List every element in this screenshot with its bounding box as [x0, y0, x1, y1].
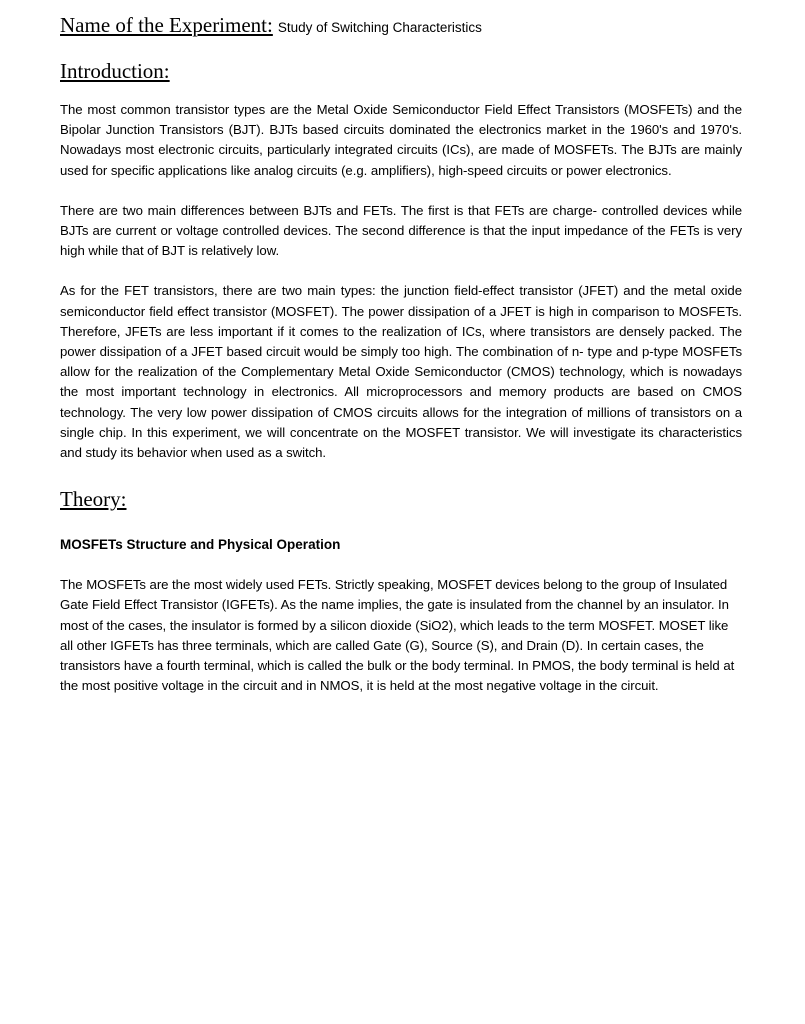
- introduction-paragraph-3: As for the FET transistors, there are two main types: the junction field-effect transistor (JFET) and the metal oxide semiconductor field effect transistor (MOSFET). The power dissipation of a JFET is high in comparison to MOSFETs. Therefore, JFETs are less important if it comes to the realization of ICs, where transistors are densely packed. The power dissipation of a JFET based circuit would be simply too high. The combination of n- type and p-type MOSFETs allow for the realization of the Complementary Metal Oxide Semiconductor (CMOS) technology, which is nowadays the most important technology in electronics. All microprocessors and memory products are based on CMOS technology. The very low power dissipation of CMOS circuits allows for the integration of millions of transistors on a single chip. In this experiment, we will concentrate on the MOSFET transistor. We will investigate its characteristics and study its behavior when used as a switch.: [60, 283, 742, 461]
- introduction-paragraph-2: There are two main differences between BJTs and FETs. The first is that FETs are charge- controlled devices while BJTs are current or voltage controlled devices. The second difference is that the input impedance of the FETs is very high while that of BJT is relatively low.: [60, 202, 742, 259]
- theory-heading: Theory:: [60, 487, 127, 512]
- theory-paragraph: The MOSFETs are the most widely used FETs. Strictly speaking, MOSFET devices belong to the group of Insulated Gate Field Effect Transistor (IGFETs). As the name implies, the gate is insulated from the channel by an insulator. In most of the cases, the insulator is formed by a silicon dioxide (SiO2), which leads to the term MOSFET. MOSET like all other IGFETs has three terminals, which are called Gate (G), Source (S), and Drain (D). In certain cases, the transistors have a fourth terminal, which is called the bulk or the body terminal. In PMOS, the body terminal is held at the most positive voltage in the circuit and in NMOS, it is held at the most negative voltage in the circuit.: [60, 577, 735, 694]
- introduction-heading: Introduction:: [60, 59, 170, 83]
- theory-subheading: MOSFETs Structure and Physical Operation: [60, 537, 341, 553]
- introduction-paragraph-1: The most common transistor types are the Metal Oxide Semiconductor Field Effect Transistors (MOSFETs) and the Bipolar Junction Transistors (BJT). BJTs based circuits dominated the electronics market in the 1960's and 1970's. Nowadays most electronic circuits, particularly integrated circuits (ICs), are made of MOSFETs. The BJTs are mainly used for specific applications like analog circuits (e.g. amplifiers), high-speed circuits or power electronics.: [60, 102, 742, 178]
- experiment-name: Study of Switching Characteristics: [277, 20, 482, 35]
- experiment-label: Name of the Experiment:: [60, 13, 273, 37]
- experiment-title: [60, 10, 742, 40]
